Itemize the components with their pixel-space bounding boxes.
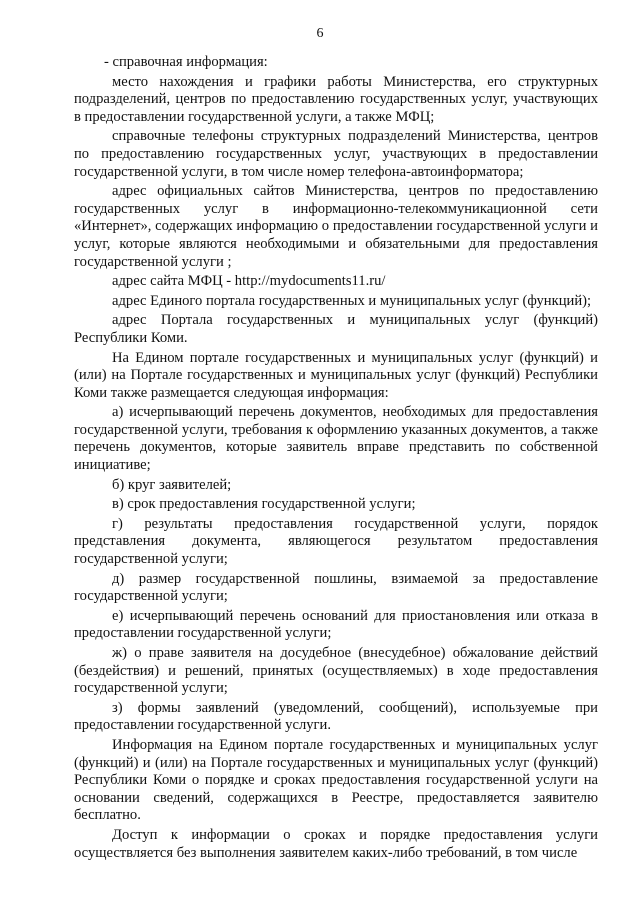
- page-number: 6: [316, 26, 324, 41]
- paragraph-phones: справочные телефоны структурных подразделений Министерства, центров по предоставлению государственных услуг, участвующих в предоставлении государственной услуги, в том числе номер телефона-автоинформатора;: [74, 128, 598, 180]
- document-body: [74, 54, 598, 864]
- list-item-a: а) исчерпывающий перечень документов, необходимых для предоставления государственной услуги, требования к оформлению указанных документов, а также перечень документов, которые заявитель вправе представить по собственной инициативе;: [74, 404, 598, 474]
- paragraph-unified-portal: адрес Единого портала государственных и муниципальных услуг (функций);: [112, 292, 592, 309]
- list-item-z: з) формы заявлений (уведомлений, сообщений), используемые при предоставлении государственной услуги.: [74, 699, 598, 734]
- list-item-v: в) срок предоставления государственной услуги;: [112, 496, 416, 513]
- paragraph-access: Доступ к информации о сроках и порядке предоставления услуги осуществляется без выполнения заявителем каких-либо требований, в том числе: [74, 826, 598, 861]
- paragraph-free-info: Информация на Едином портале государственных и муниципальных услуг (функций) и (или) на Портале государственных и муниципальных услуг (функций) Республики Коми о порядке и сроках предоставления государственной услуги на основании сведений, содержащихся в Реестре, предоставляется заявителю бесплатно.: [74, 736, 598, 824]
- paragraph-reference-info-heading: - справочная информация:: [104, 54, 268, 70]
- paragraph-location-schedule: место нахождения и графики работы Министерства, его структурных подразделений, центров по предоставлению государственных услуг, участвующих в предоставлении государственной услуги, а также МФЦ;: [74, 73, 598, 125]
- list-item-d: д) размер государственной пошлины, взимаемой за предоставление государственной услуги;: [74, 570, 598, 605]
- list-item-b: б) круг заявителей;: [112, 476, 232, 493]
- paragraph-portal-info: На Едином портале государственных и муниципальных услуг (функций) и (или) на Портале государственных и муниципальных услуг (функций) Республики Коми также размещается следующая информация:: [74, 349, 598, 401]
- list-item-e: е) исчерпывающий перечень оснований для приостановления или отказа в предоставлении государственной услуги;: [74, 607, 598, 642]
- list-item-zh: ж) о праве заявителя на досудебное (внесудебное) обжалование действий (бездействия) и решений, принятых (осуществляемых) в ходе предоставления государственной услуги;: [74, 645, 598, 697]
- paragraph-mfc-site: адрес сайта МФЦ - http://mydocuments11.ru/: [112, 273, 386, 290]
- paragraph-komi-portal: адрес Портала государственных и муниципальных услуг (функций) Республики Коми.: [74, 312, 598, 346]
- list-item-g: г) результаты предоставления государственной услуги, порядок представления документа, являющегося результатом предоставления государственной услуги;: [74, 515, 598, 568]
- paragraph-websites: адрес официальных сайтов Министерства, центров по предоставлению государственных услуг в информационно-телекоммуникационной сети «Интернет», содержащих информацию о предоставлении государственной услуги и услуг, которые являются необходимыми и обязательными для предоставления государственной услуги ;: [74, 183, 598, 270]
